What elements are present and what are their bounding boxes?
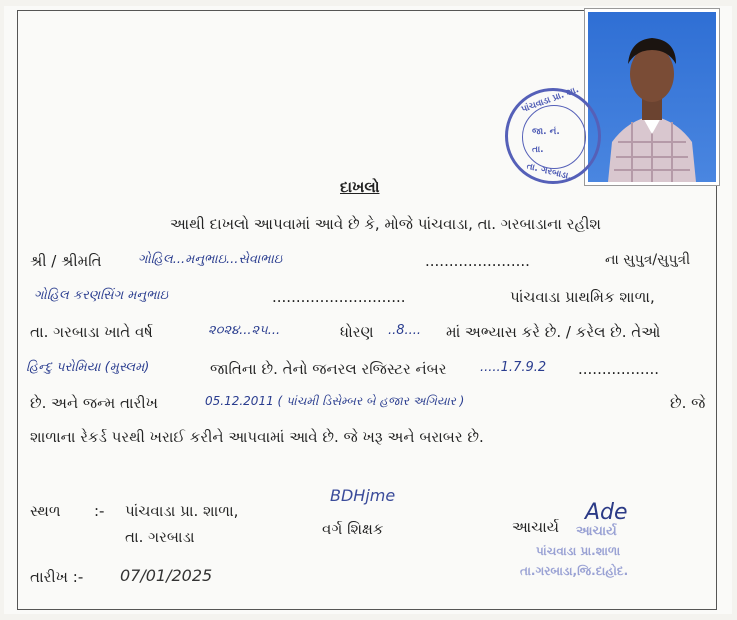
stamp-ring-top: પાંચવાડા પ્રા. શા. (520, 84, 581, 116)
principal-label: આચાર્ય (512, 518, 560, 536)
caste-handwritten: હિન્દુ પરોમિયા (મુસ્લમ) (26, 360, 150, 375)
class-teacher-label: વર્ગ શિક્ષક (322, 520, 384, 538)
para-line-6-a: છે. અને જન્મ તારીખ (30, 394, 158, 412)
date-of-birth-handwritten: 05.12.2011 ( પાંચમી ડિસેમ્બર બે હજાર અગિયાર ) (205, 394, 465, 408)
academic-year-handwritten: ૨૦૨૪...૨૫... (208, 323, 281, 338)
stamp-line1: જા. નં. (532, 127, 560, 137)
parent-name-handwritten: ગોહિલ...મનુભાઇ...સેવાભાઇ (138, 252, 283, 267)
class-teacher-signature: BDHjme (330, 486, 396, 505)
register-number-handwritten: .....1.7.9.2 (480, 360, 547, 375)
para-line-3-dots: ............................ (272, 288, 406, 306)
place-value: પાંચવાડા પ્રા. શાળા, (125, 502, 239, 520)
principal-signature: Ade (585, 500, 628, 525)
para-line-2-prefix: શ્રી / શ્રીમતિ (30, 252, 102, 270)
principal-stamp-line2: તા.ગરબાડા,જિ.દાહોદ. (520, 564, 629, 578)
stamp-inner-ring (522, 105, 586, 169)
para-line-4-c: માં અભ્યાસ કરે છે. / કરેલ છે. તેઓ (446, 323, 661, 341)
stamp-line2: તા. (532, 145, 544, 155)
para-line-4-a: તા. ગરબાડા ખાતે વર્ષ (30, 323, 153, 341)
place-value-2: તા. ગરબાડા (125, 528, 195, 546)
date-label: તારીખ :- (30, 568, 84, 586)
place-separator: :- (94, 502, 105, 520)
principal-stamp-line1: પાંચવાડા પ્રા.શાળા (536, 544, 621, 558)
para-line-2-dots: ...................... (425, 252, 530, 270)
para-line-7: શાળાના રેકર્ડ પરથી ખરાઈ કરીને આપવામાં આવે છે. જે ખરૂ અને બરાબર છે. (30, 428, 484, 446)
student-portrait-image (588, 12, 716, 182)
student-photo (584, 8, 720, 186)
para-line-6-b: છે. જે (670, 394, 706, 412)
place-label: સ્થળ (30, 502, 61, 520)
principal-stamp-title: આચાર્ય (576, 524, 617, 539)
para-line-4-b: ધોરણ (340, 323, 374, 341)
student-name-handwritten: ગોહિલ કરણસિંગ મનુભાઇ (34, 288, 169, 303)
certificate-title: દાખલો (340, 178, 380, 196)
standard-handwritten: ..8.... (388, 323, 422, 338)
para-line-2-suffix: ના સુપુત્ર/સુપુત્રી (605, 252, 691, 268)
para-line-5-dots: ................. (578, 360, 660, 378)
date-value-handwritten: 07/01/2025 (120, 566, 213, 585)
para-line-5-a: જાતિના છે. તેનો જનરલ રજિસ્ટર નંબર (210, 360, 447, 378)
school-round-stamp (505, 84, 601, 184)
para-line-3-suffix: પાંચવાડા પ્રાથમિક શાળા, (510, 288, 655, 306)
para-line-1: આથી દાખલો આપવામાં આવે છે કે, મોજે પાંચવાડા, તા. ગરબાડાના રહીશ (170, 215, 602, 233)
stamp-ring-bottom: તા. ગરબાડા, (525, 161, 573, 183)
